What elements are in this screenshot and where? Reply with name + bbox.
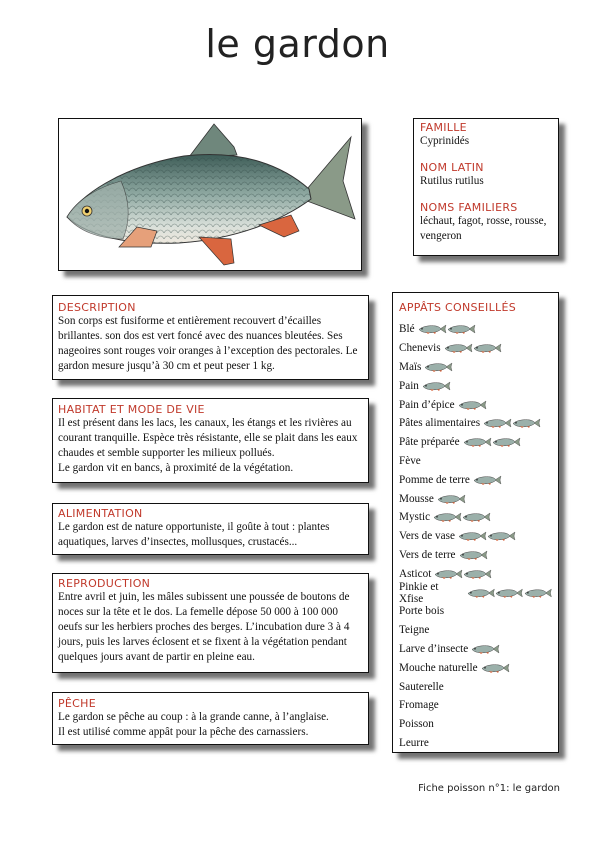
reproduction-text: Entre avril et juin, les mâles subissent une poussée de boutons de noces sur la tête et le dos. La femelle dépose 50 000 à 100 000 oeufs sur les herbiers proches des berges. L’incubation dure 3 à 4 jours, puis les larves éclosent et se fixent à la végétation pendant quelques jours avant de partir en pleine eau. (58, 591, 350, 663)
species-info-box (413, 118, 559, 256)
fish-rating-icon (492, 437, 521, 447)
famille-value: Cyprinidés (420, 135, 470, 147)
bait-label: Teigne (399, 624, 430, 637)
peche-section (52, 692, 369, 745)
fish-rating-icon (434, 569, 463, 579)
fish-rating-icon (524, 588, 552, 598)
bait-label: Maïs (399, 360, 422, 373)
fish-rating-icon (447, 324, 476, 334)
bait-item (399, 320, 552, 339)
bait-item (399, 677, 552, 696)
habitat-section (52, 398, 369, 483)
bait-item (399, 508, 552, 527)
bait-label: Chenevis (399, 342, 441, 355)
bait-label: Vers de terre (399, 548, 456, 561)
bait-item (399, 546, 552, 565)
fish-rating-icon (458, 400, 487, 410)
noms-familiers-value: léchaut, fagot, rosse, rousse, vengeron (420, 215, 547, 242)
nom-latin-value: Rutilus rutilus (420, 175, 484, 187)
habitat-heading: HABITAT ET MODE DE VIE (58, 403, 205, 416)
appats-heading: APPÂTS CONSEILLÉS (399, 301, 516, 314)
bait-label: Mouche naturelle (399, 661, 478, 674)
fish-rating-icon (418, 324, 447, 334)
fish-rating-icon (481, 663, 510, 673)
bait-item (399, 602, 552, 621)
alimentation-text: Le gardon est de nature opportuniste, il goûte à tout : plantes aquatiques, larves d’insectes, mollusques, crustacés... (58, 521, 330, 548)
page-footer: Fiche poisson n°1: le gardon (418, 783, 560, 794)
fish-rating-icon (512, 418, 541, 428)
fish-rating-icon (437, 494, 466, 504)
fish-rating-icon (462, 512, 491, 522)
alimentation-section (52, 503, 369, 555)
bait-item (399, 734, 552, 753)
peche-text-2: Il est utilisé comme appât pour la pêche des carnassiers. (58, 726, 309, 738)
fish-illustration-frame (58, 118, 362, 271)
habitat-text-2: Le gardon vit en bancs, à proximité de la végétation. (58, 462, 294, 474)
bait-item (399, 489, 552, 508)
description-section (52, 295, 369, 380)
fish-rating-icon (471, 644, 500, 654)
bait-label: Porte bois (399, 605, 445, 618)
reproduction-section (52, 573, 369, 673)
fish-rating-icon (473, 475, 502, 485)
bait-item (399, 527, 552, 546)
habitat-text: Il est présent dans les lacs, les canaux, les étangs et les rivières au courant tranquille. Espèce très résistante, elle se plait dans les eaux chaudes et semble supporter les milieux pollués. (58, 417, 358, 459)
bait-label: Leurre (399, 736, 429, 749)
noms-familiers-label: NOMS FAMILIERS (420, 201, 518, 214)
bait-item (399, 621, 552, 640)
bait-item (399, 376, 552, 395)
fish-rating-icon (473, 343, 502, 353)
bait-item (399, 696, 552, 715)
reproduction-heading: REPRODUCTION (58, 577, 151, 590)
bait-item (399, 658, 552, 677)
bait-label: Pomme de terre (399, 473, 470, 486)
appats-section (392, 292, 559, 753)
bait-label: Vers de vase (399, 530, 455, 543)
bait-label: Mystic (399, 511, 431, 524)
fish-rating-icon (463, 437, 492, 447)
bait-item (399, 358, 552, 377)
fish-rating-icon (459, 550, 488, 560)
nom-latin-label: NOM LATIN (420, 161, 484, 174)
bait-label: Pâtes alimentaires (399, 417, 481, 430)
bait-label: Sauterelle (399, 680, 444, 693)
description-heading: DESCRIPTION (58, 301, 136, 314)
fish-rating-icon (422, 381, 451, 391)
page-title: le gardon (205, 22, 390, 66)
bait-item (399, 452, 552, 471)
bait-item (399, 339, 552, 358)
famille-label: FAMILLE (420, 121, 467, 134)
bait-item (399, 715, 552, 734)
bait-label: Asticot (399, 567, 432, 580)
bait-item (399, 433, 552, 452)
fish-rating-icon (483, 418, 512, 428)
bait-item (399, 580, 552, 605)
fish-rating-icon (463, 569, 492, 579)
fish-rating-icon (495, 588, 523, 598)
fish-rating-icon (458, 531, 487, 541)
bait-label: Pain d’épice (399, 398, 455, 411)
bait-label: Pinkie et Xfise (399, 580, 439, 605)
description-text: Son corps est fusiforme et entièrement recouvert d’écailles brillantes. son dos est vert foncé avec des nuances bleutées. Ses nageoires sont rouges voir oranges à l’exception des pectorales. Le gardon mesure jusqu’à 30 cm et peut peser 1 kg. (58, 315, 358, 372)
bait-label: Pâte préparée (399, 436, 460, 449)
bait-item (399, 414, 552, 433)
bait-item (399, 640, 552, 659)
bait-item (399, 470, 552, 489)
bait-label: Fromage (399, 699, 439, 712)
peche-text: Le gardon se pêche au coup : à la grande canne, à l’anglaise. (58, 711, 329, 723)
bait-list (399, 320, 552, 752)
bait-label: Poisson (399, 718, 434, 731)
fish-rating-icon (424, 362, 453, 372)
bait-label: Mousse (399, 492, 434, 505)
bait-label: Fève (399, 454, 421, 467)
bait-label: Pain (399, 379, 419, 392)
peche-heading: PÊCHE (58, 697, 96, 710)
fish-rating-icon (433, 512, 462, 522)
fish-rating-icon (467, 588, 495, 598)
alimentation-heading: ALIMENTATION (58, 507, 143, 520)
bait-label: Larve d’insecte (399, 642, 469, 655)
fish-rating-icon (444, 343, 473, 353)
bait-label: Blé (399, 323, 415, 336)
roach-fish-illustration (59, 119, 361, 270)
bait-item (399, 395, 552, 414)
fish-rating-icon (487, 531, 516, 541)
